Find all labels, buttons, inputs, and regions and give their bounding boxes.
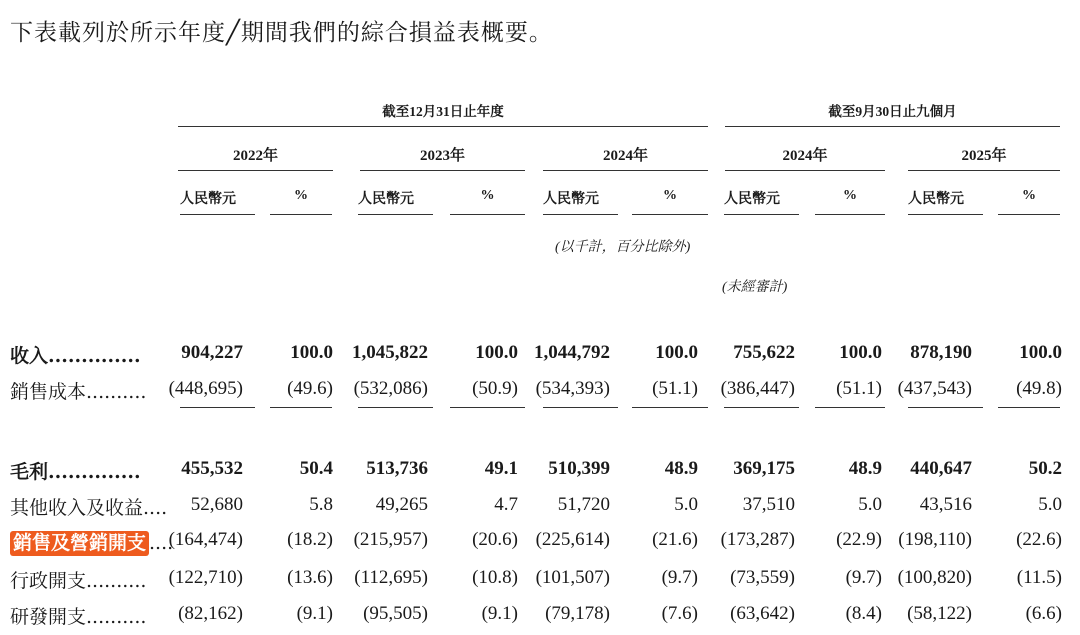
rmb-value: (63,642): [730, 603, 795, 624]
year-rule: [725, 170, 885, 171]
unit-pct-header: %: [1022, 188, 1036, 203]
unit-pct-header: %: [663, 188, 677, 203]
highlighted-label: 銷售及營銷開支: [10, 531, 149, 556]
leader-dots: ..........: [86, 570, 147, 592]
rmb-value: (101,507): [535, 567, 610, 588]
subtotal-rule: [632, 407, 708, 408]
unit-rule: [815, 214, 885, 215]
leader-dots: ..........: [86, 381, 147, 403]
rmb-value: (448,695): [168, 378, 243, 399]
pct-value: (9.1): [296, 603, 333, 624]
row-label: [10, 566, 146, 593]
pct-value: (8.4): [845, 603, 882, 624]
unit-rmb-header: 人民幣元: [180, 192, 236, 207]
pct-value: (18.2): [287, 529, 333, 550]
pct-value: 50.4: [299, 458, 333, 479]
pct-value: (21.6): [652, 529, 698, 550]
note-unaudited: (未經審計): [722, 280, 788, 295]
group-header-annual: 截至12月31日止年度: [382, 104, 504, 119]
group-rule-nine-months: [725, 126, 1060, 127]
subtotal-rule: [358, 407, 433, 408]
group-header-nine-months: 截至9月30日止九個月: [828, 104, 957, 119]
pct-value: 50.2: [1028, 458, 1062, 479]
year-rule: [360, 170, 525, 171]
row-label: [10, 602, 146, 629]
pct-value: 5.8: [309, 494, 333, 515]
rmb-value: (79,178): [545, 603, 610, 624]
unit-rmb-header: 人民幣元: [908, 192, 964, 207]
note-thousands: (以千計，百分比除外): [555, 240, 691, 255]
rmb-value: (95,505): [363, 603, 428, 624]
pct-value: (9.1): [481, 603, 518, 624]
rmb-value: (58,122): [907, 603, 972, 624]
pct-value: 100.0: [1019, 342, 1062, 363]
rmb-value: 455,532: [181, 458, 243, 479]
rmb-value: (198,110): [898, 529, 972, 550]
row-label-text: 研發開支: [10, 606, 87, 628]
pct-value: 49.1: [484, 458, 518, 479]
rmb-value: (437,543): [897, 378, 972, 399]
rmb-value: 43,516: [919, 494, 972, 515]
unit-pct-header: %: [294, 188, 308, 203]
subtotal-rule: [450, 407, 525, 408]
row-label: [10, 457, 141, 484]
unit-rmb-header: 人民幣元: [543, 192, 599, 207]
row-label: [10, 493, 167, 520]
rmb-value: 49,265: [375, 494, 428, 515]
pct-value: (22.6): [1016, 529, 1062, 550]
leader-dots: ....: [149, 532, 174, 554]
pct-value: 5.0: [674, 494, 698, 515]
pct-value: (13.6): [287, 567, 333, 588]
rmb-value: 878,190: [910, 342, 972, 363]
leader-dots: ..............: [48, 345, 141, 367]
pct-value: (51.1): [836, 378, 882, 399]
pct-value: (11.5): [1016, 567, 1062, 588]
rmb-value: (82,162): [178, 603, 243, 624]
pct-value: (49.8): [1016, 378, 1062, 399]
table-row: [0, 493, 1080, 523]
year-header-2024-9m: 2024年: [782, 148, 828, 164]
pct-value: (10.8): [472, 567, 518, 588]
pct-value: 100.0: [839, 342, 882, 363]
pct-value: (51.1): [652, 378, 698, 399]
pct-value: 5.0: [858, 494, 882, 515]
subtotal-rule: [543, 407, 618, 408]
table-row: [0, 457, 1080, 487]
pct-value: (49.6): [287, 378, 333, 399]
unit-rule: [724, 214, 799, 215]
pct-value: (9.7): [845, 567, 882, 588]
table-row: [0, 528, 1080, 558]
pct-value: 5.0: [1038, 494, 1062, 515]
unit-rule: [180, 214, 255, 215]
subtotal-rule: [998, 407, 1060, 408]
row-label-text: 收入: [10, 345, 49, 367]
table-row: [0, 566, 1080, 596]
year-header-2022: 2022年: [232, 148, 278, 164]
rmb-value: (225,614): [535, 529, 610, 550]
pct-value: (22.9): [836, 529, 882, 550]
leader-dots: ....: [143, 497, 168, 519]
rmb-value: 52,680: [190, 494, 243, 515]
rmb-value: 755,622: [733, 342, 795, 363]
subtotal-rule: [815, 407, 885, 408]
subtotal-rule: [908, 407, 983, 408]
unit-rule: [270, 214, 332, 215]
unit-rmb-header: 人民幣元: [724, 192, 780, 207]
subtotal-rule: [270, 407, 332, 408]
row-label: [10, 377, 146, 404]
pct-value: (6.6): [1025, 603, 1062, 624]
unit-rmb-header: 人民幣元: [358, 192, 414, 207]
pct-value: 4.7: [494, 494, 518, 515]
subtotal-rule: [180, 407, 255, 408]
year-header-2023: 2023年: [419, 148, 465, 164]
row-label-text: 行政開支: [10, 570, 87, 592]
pct-value: (9.7): [661, 567, 698, 588]
row-label-text: 銷售成本: [10, 381, 87, 403]
rmb-value: (112,695): [354, 567, 428, 588]
table-row: [0, 341, 1080, 371]
pct-value: (7.6): [661, 603, 698, 624]
pct-value: 48.9: [848, 458, 882, 479]
year-rule: [178, 170, 333, 171]
leader-dots: ..........: [86, 606, 147, 628]
unit-rule: [908, 214, 983, 215]
rmb-value: (215,957): [353, 529, 428, 550]
table-row: [0, 377, 1080, 407]
rmb-value: 51,720: [557, 494, 610, 515]
rmb-value: 1,045,822: [352, 342, 428, 363]
row-label-text: 其他收入及收益: [10, 497, 144, 519]
rmb-value: 1,044,792: [534, 342, 610, 363]
rmb-value: 369,175: [733, 458, 795, 479]
unit-rule: [450, 214, 525, 215]
rmb-value: (534,393): [535, 378, 610, 399]
unit-rule: [998, 214, 1060, 215]
year-rule: [908, 170, 1060, 171]
unit-rule: [632, 214, 708, 215]
pct-value: (20.6): [472, 529, 518, 550]
rmb-value: (173,287): [720, 529, 795, 550]
table-row: [0, 602, 1080, 632]
pct-value: 100.0: [475, 342, 518, 363]
leader-dots: ..............: [48, 461, 141, 483]
rmb-value: (532,086): [353, 378, 428, 399]
year-rule: [543, 170, 708, 171]
pct-value: 100.0: [655, 342, 698, 363]
pct-value: (50.9): [472, 378, 518, 399]
row-label: [10, 341, 141, 368]
pct-value: 48.9: [664, 458, 698, 479]
rmb-value: 513,736: [366, 458, 428, 479]
unit-pct-header: %: [480, 188, 495, 203]
year-header-2025-9m: 2025年: [961, 148, 1007, 164]
rmb-value: (122,710): [168, 567, 243, 588]
intro-text: 下表載列於所示年度╱期間我們的綜合損益表概要。: [10, 20, 553, 46]
rmb-value: 440,647: [910, 458, 972, 479]
group-rule-annual: [178, 126, 708, 127]
rmb-value: (73,559): [730, 567, 795, 588]
rmb-value: 510,399: [548, 458, 610, 479]
unit-pct-header: %: [843, 188, 857, 203]
pct-value: 100.0: [290, 342, 333, 363]
row-label: [10, 528, 173, 555]
rmb-value: (386,447): [720, 378, 795, 399]
rmb-value: 37,510: [742, 494, 795, 515]
rmb-value: (100,820): [897, 567, 972, 588]
unit-rule: [543, 214, 618, 215]
year-header-2024: 2024年: [602, 148, 648, 164]
subtotal-rule: [724, 407, 799, 408]
rmb-value: (164,474): [168, 529, 243, 550]
unit-rule: [358, 214, 433, 215]
row-label-text: 毛利: [10, 461, 49, 483]
rmb-value: 904,227: [181, 342, 243, 363]
